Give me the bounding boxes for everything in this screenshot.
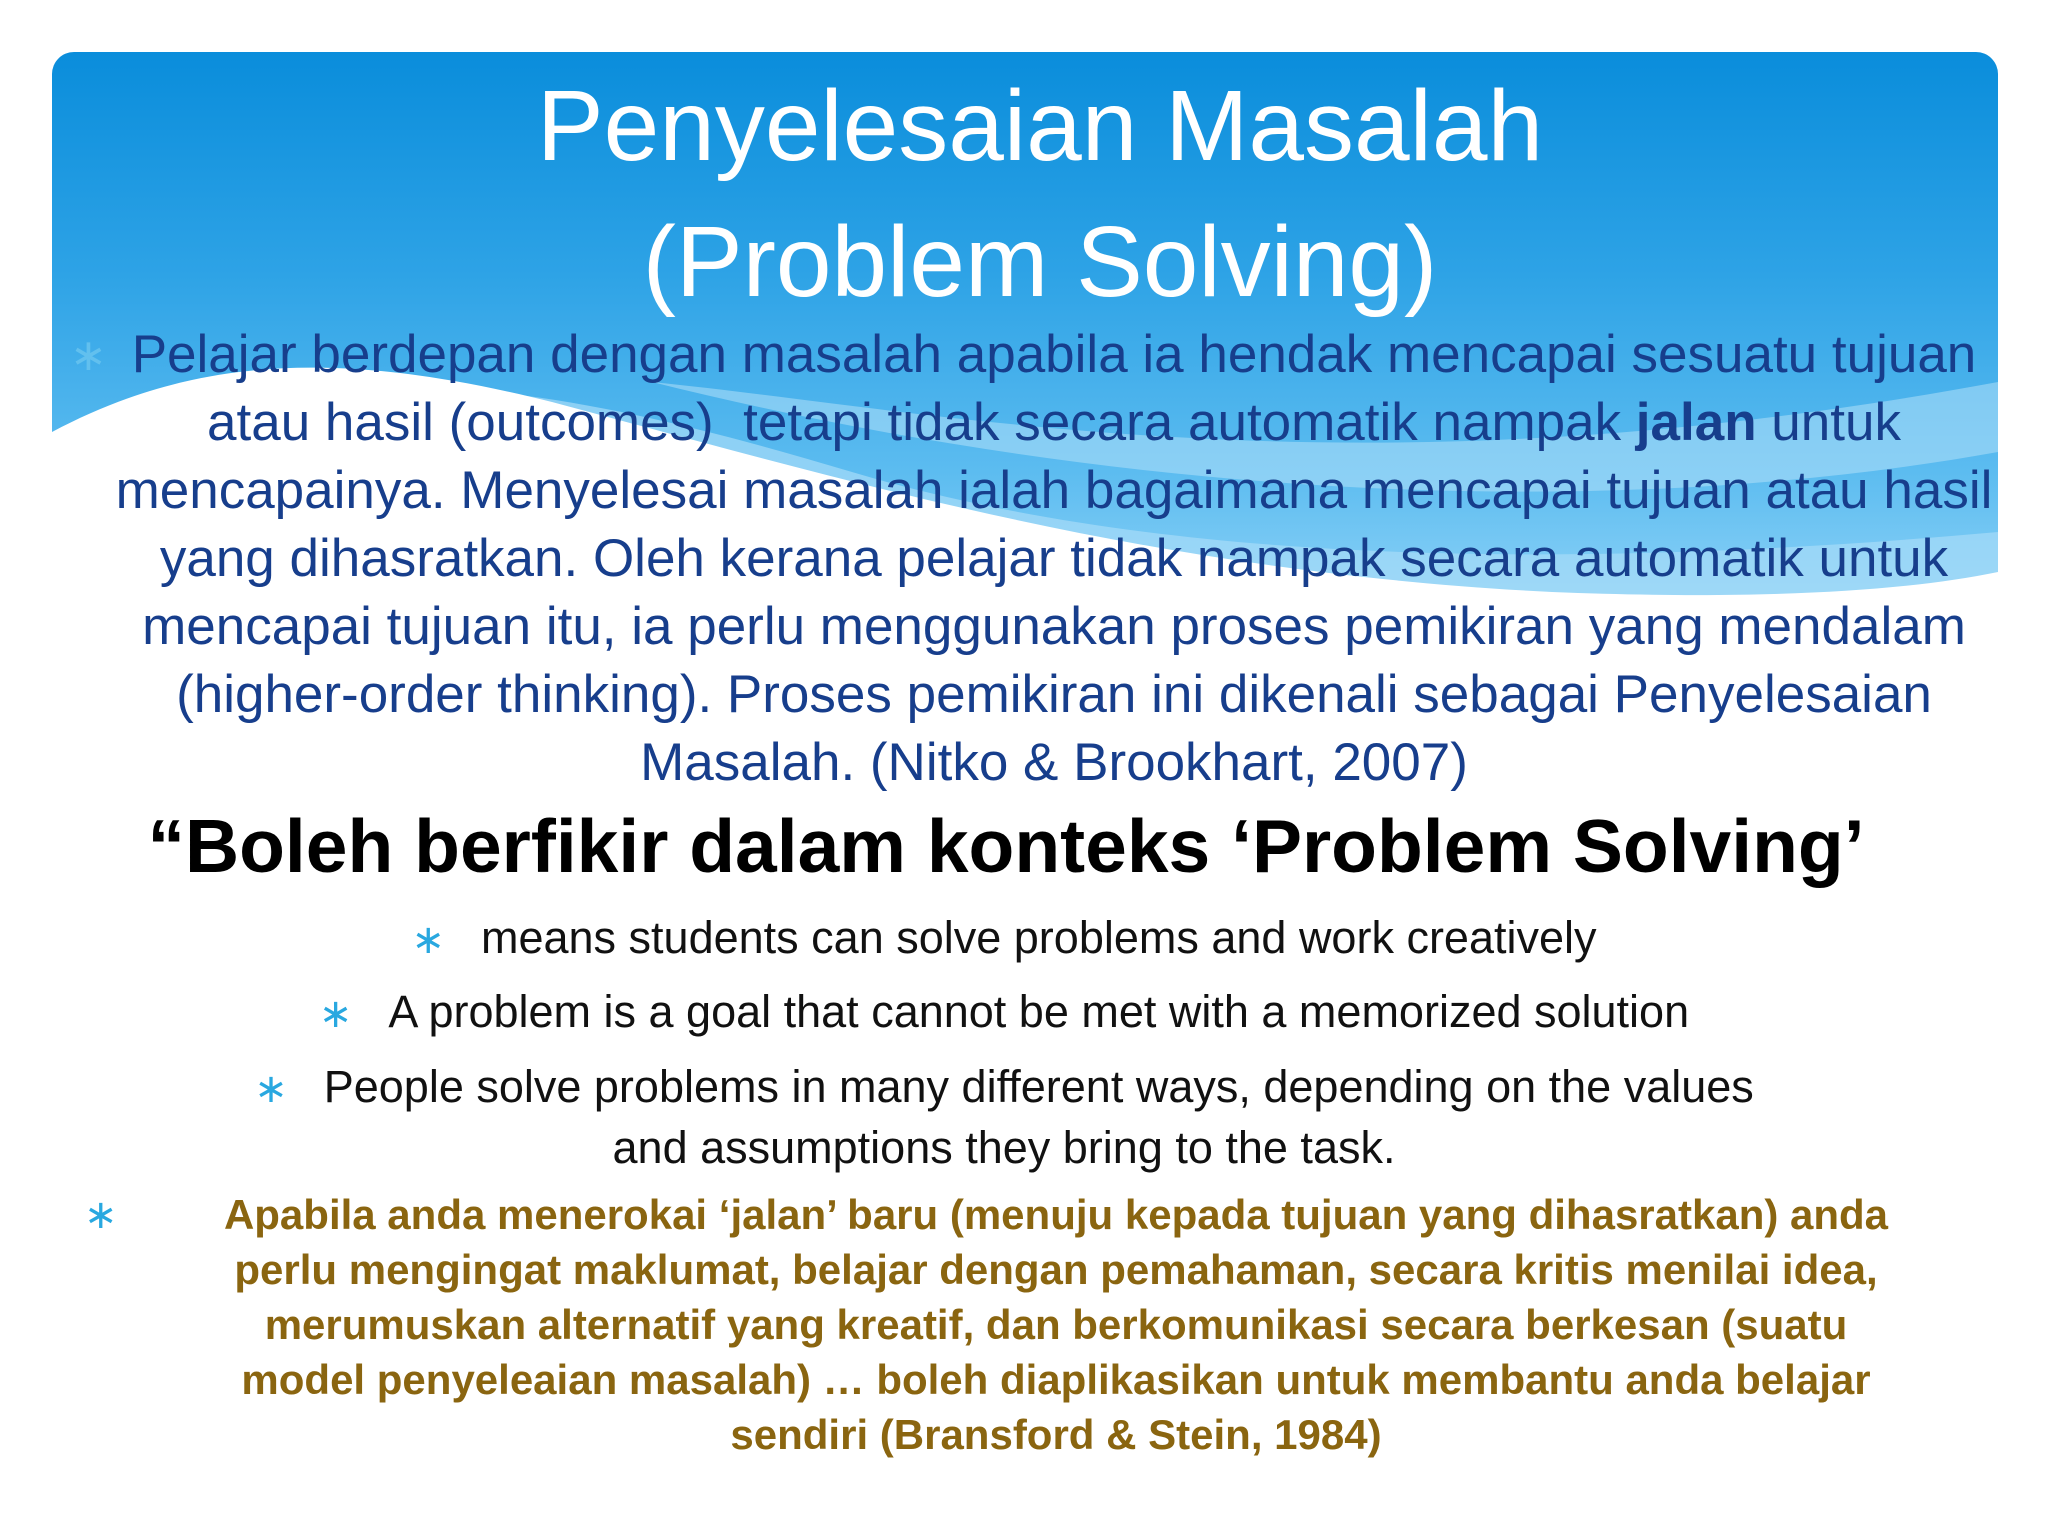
gold-line: merumuskan alternatif yang kreatif, dan berkomunikasi secara berkesan (suatu	[264, 1301, 1848, 1348]
bullet-text: People solve problems in many different ways, depending on the values	[323, 1061, 1754, 1112]
bullet-text: means students can solve problems and work creatively	[480, 912, 1597, 963]
para-line: yang dihasratkan. Oleh kerana pelajar tidak nampak secara automatik untuk	[159, 529, 1949, 588]
bullet-item	[0, 1057, 2008, 1119]
gold-paragraph	[110, 1187, 2002, 1462]
gold-line: sendiri (Bransford & Stein, 1984)	[730, 1411, 1382, 1458]
bullet-item	[0, 982, 2008, 1044]
bullet-icon: ∗	[318, 992, 353, 1036]
para-line: mencapai tujuan itu, ia perlu menggunakan proses pemikiran yang mendalam	[142, 597, 1966, 656]
para-line: Pelajar berdepan dengan masalah apabila ia hendak mencapai sesuatu tujuan	[131, 325, 1977, 384]
bullet-icon: ∗	[411, 918, 445, 962]
para-bold-term: jalan	[1635, 393, 1757, 452]
slide-title	[0, 58, 2048, 330]
para-line: mencapainya. Menyelesai masalah ialah bagaimana mencapai tujuan atau hasil	[115, 461, 1993, 520]
bullet-continuation: and assumptions they bring to the task.	[612, 1122, 1396, 1173]
para-line	[110, 389, 1998, 457]
title-line-1: Penyelesaian Masalah	[536, 70, 1544, 182]
bullet-icon: ∗	[70, 331, 107, 380]
gold-line: model penyeleaian masalah) … boleh diaplikasikan untuk membantu anda belajar	[241, 1356, 1871, 1403]
bullet-icon: ∗	[254, 1067, 288, 1111]
title-line-2: (Problem Solving)	[642, 206, 1438, 318]
quote-heading: “Boleh berfikir dalam konteks ‘Problem Solving’	[147, 804, 1865, 888]
bullet-text: A problem is a goal that cannot be met with a memorized solution	[388, 986, 1690, 1037]
gold-line: Apabila anda menerokai ‘jalan’ baru (menuju kepada tujuan yang dihasratkan) anda	[223, 1191, 1889, 1238]
bullet-icon: ∗	[84, 1193, 118, 1237]
para-text: atau hasil (outcomes) tetapi tidak secara automatik nampak	[207, 393, 1636, 452]
intro-paragraph	[110, 321, 1998, 797]
gold-line: perlu mengingat maklumat, belajar dengan pemahaman, secara kritis menilai idea,	[234, 1246, 1878, 1293]
para-line: Masalah. (Nitko & Brookhart, 2007)	[640, 733, 1468, 792]
para-line: (higher-order thinking). Proses pemikiran ini dikenali sebagai Penyelesaian	[176, 665, 1932, 724]
bullet-item	[0, 908, 2008, 970]
para-text: untuk	[1756, 393, 1901, 452]
